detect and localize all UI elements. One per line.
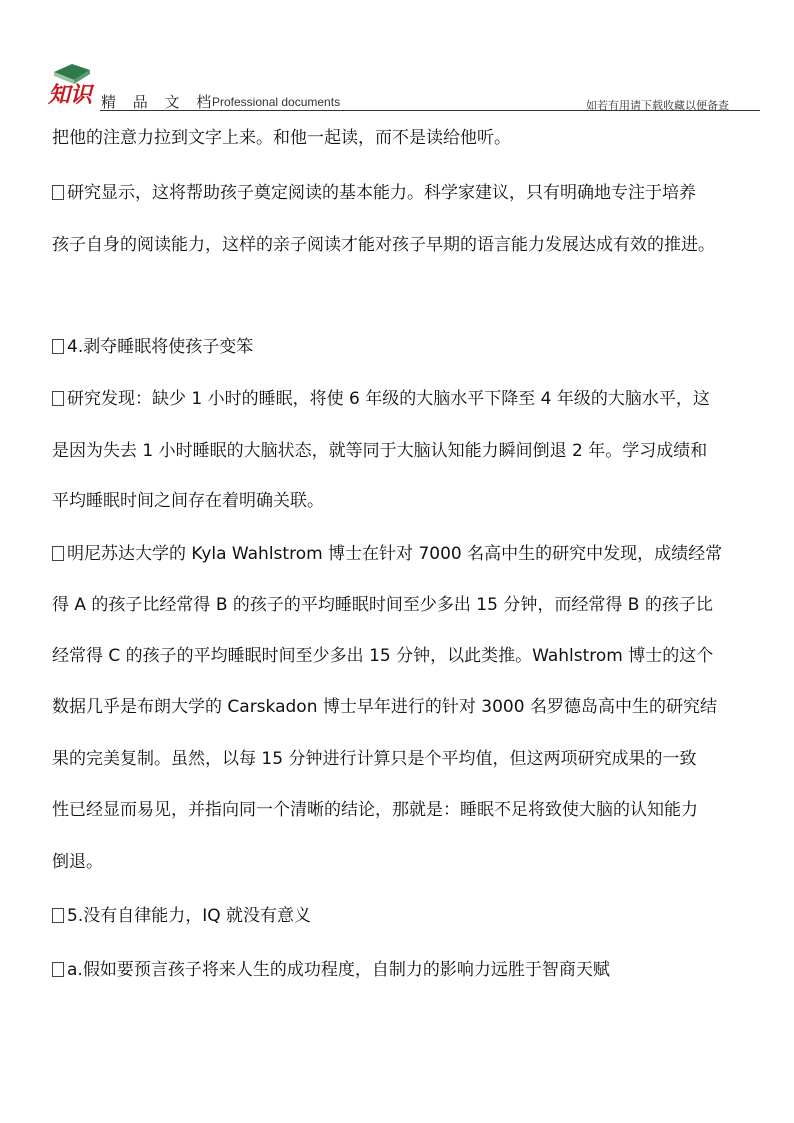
bullet-box-icon [52,339,64,354]
header-title: 精 品 文 档 [101,93,218,111]
paragraph-line: 研究显示，这将帮助孩子奠定阅读的基本能力。科学家建议，只有明确地专注于培养 [52,173,696,213]
paragraph-line: 得 A 的孩子比经常得 B 的孩子的平均睡眠时间至少多出 15 分钟，而经常得 B 的孩子比 [52,595,713,615]
book-logo-icon [46,54,98,106]
paragraph-line: 数据几乎是布朗大学的 Carskadon 博士早年进行的针对 3000 名罗德岛高中生的研究结 [52,697,717,717]
paragraph-line: 经常得 C 的孩子的平均睡眠时间至少多出 15 分钟，以此类推。Wahlstrom 博士的这个 [52,646,714,666]
bullet-box-icon [52,962,64,977]
paragraph-line: a.假如要预言孩子将来人生的成功程度，自制力的影响力远胜于智商天赋 [52,950,610,990]
page-header [0,0,794,112]
paragraph-line: 果的完美复制。虽然，以每 15 分钟进行计算只是个平均值，但这两项研究成果的一致 [52,749,697,769]
bullet-box-icon [52,391,64,406]
section-heading: 5.没有自律能力，IQ 就没有意义 [52,896,311,936]
bullet-box-icon [52,185,64,200]
paragraph-line: 孩子自身的阅读能力，这样的亲子阅读才能对孩子早期的语言能力发展达成有效的推进。 [52,235,715,255]
bullet-box-icon [52,546,64,561]
paragraph-line: 明尼苏达大学的 Kyla Wahlstrom 博士在针对 7000 名高中生的研究中发现，成绩经常 [52,534,722,574]
header-note: 如若有用请下载收藏以便备查 [586,99,729,112]
logo-text: 知识 [48,82,93,106]
paragraph-line: 倒退。 [52,852,103,872]
bullet-box-icon [52,908,64,923]
paragraph-line: 平均睡眠时间之间存在着明确关联。 [52,491,324,511]
paragraph-line: 把他的注意力拉到文字上来。和他一起读，而不是读给他听。 [52,128,511,148]
paragraph-line: 性已经显而易见，并指向同一个清晰的结论，那就是：睡眠不足将致使大脑的认知能力 [52,800,698,820]
header-subtitle: Professional documents [212,95,341,109]
section-heading: 4.剥夺睡眠将使孩子变笨 [52,327,253,367]
paragraph-line: 是因为失去 1 小时睡眠的大脑状态，就等同于大脑认知能力瞬间倒退 2 年。学习成绩和 [52,441,708,461]
header-divider [100,110,760,111]
paragraph-line: 研究发现：缺少 1 小时的睡眠，将使 6 年级的大脑水平下降至 4 年级的大脑水平，这 [52,379,710,419]
